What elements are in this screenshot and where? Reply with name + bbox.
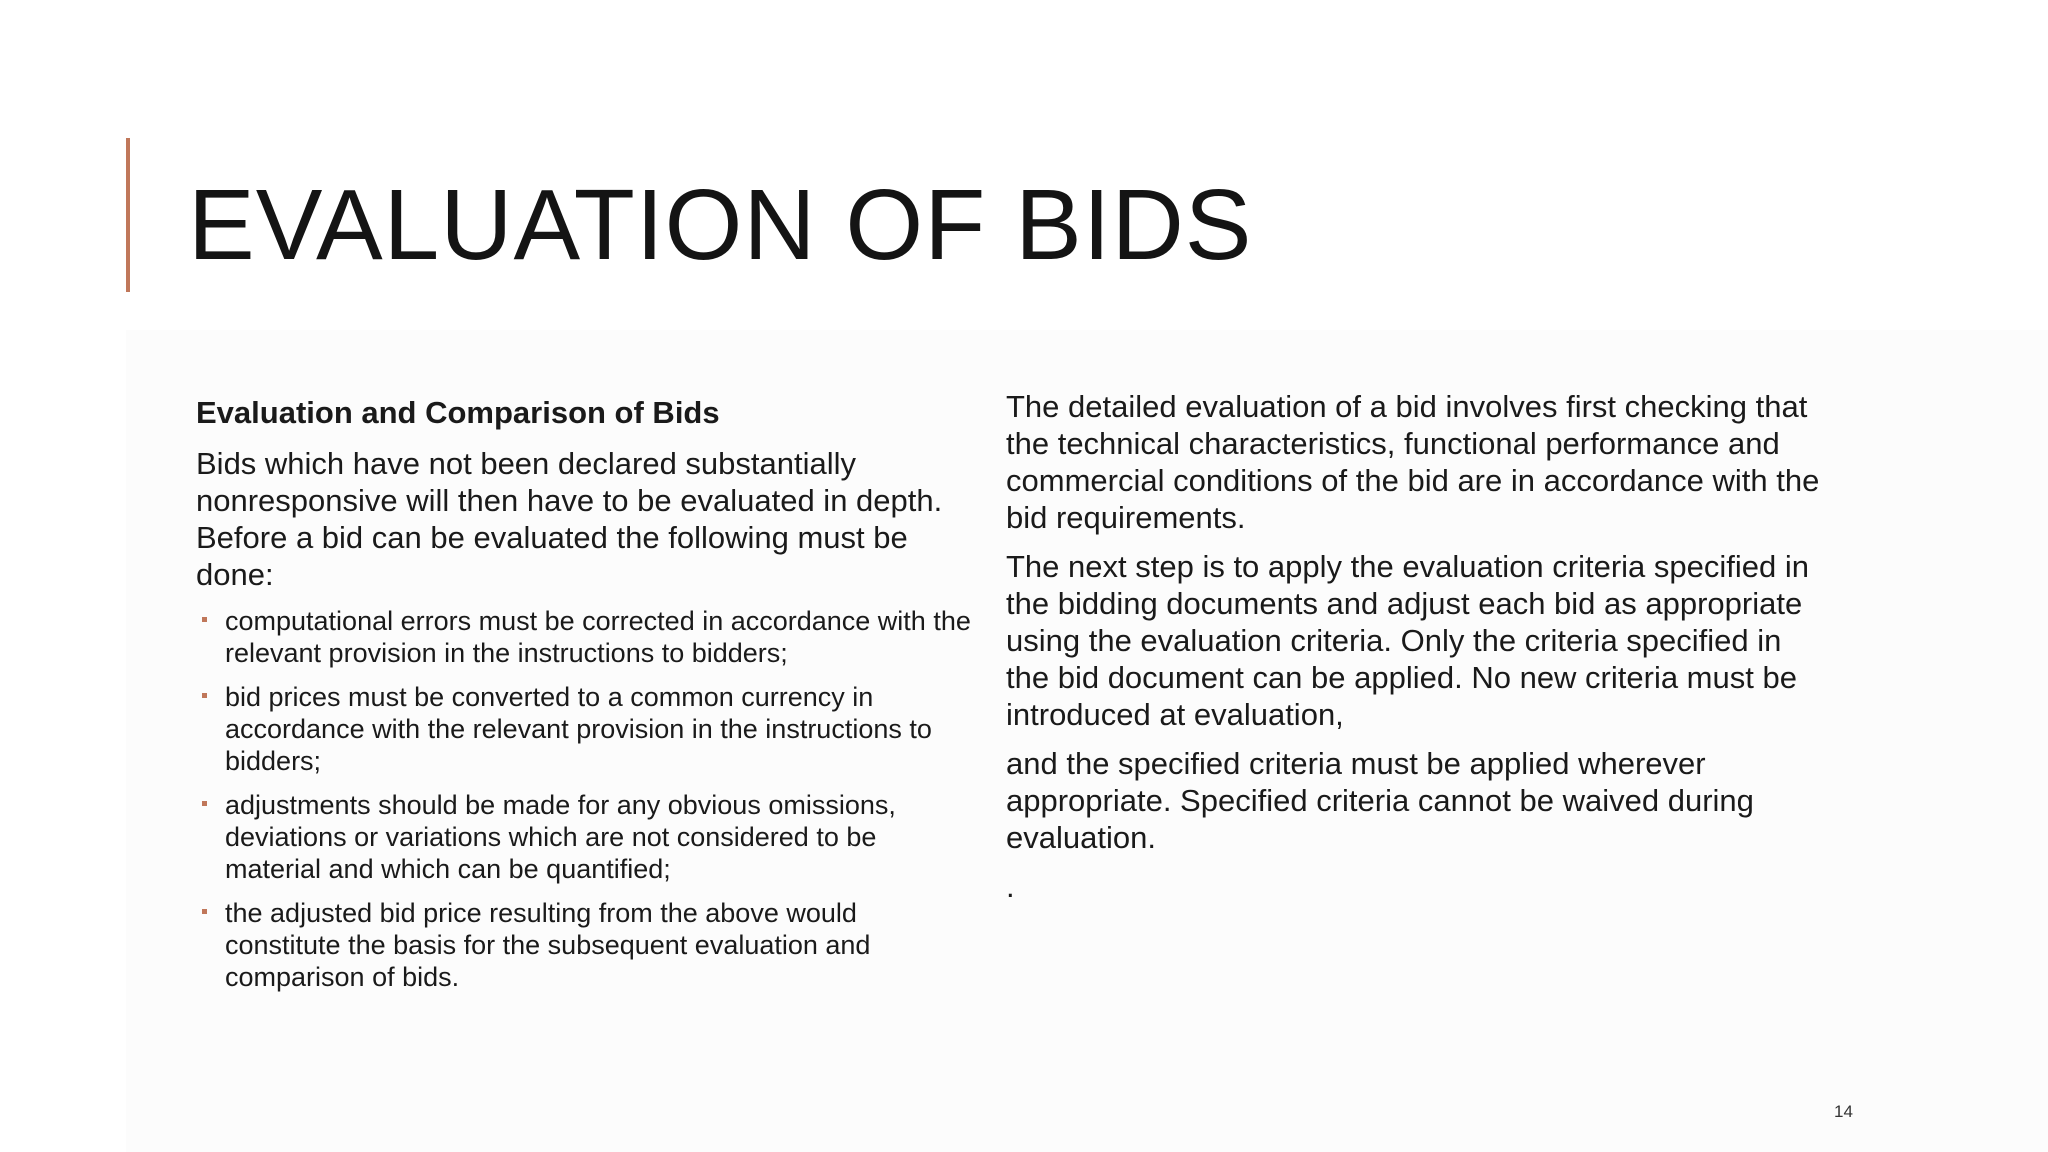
list-item [196, 681, 976, 777]
list-item [196, 605, 976, 669]
section-subheading: Evaluation and Comparison of Bids [196, 395, 720, 430]
bullet-square-icon [202, 909, 207, 914]
intro-paragraph: Bids which have not been declared substantially nonresponsive will then have to be evaluated in depth. Before a bid can be evaluated the following must be done: [196, 446, 943, 593]
right-paragraph: The detailed evaluation of a bid involves first checking that the technical characteristics, functional performance and commercial conditions of the bid are in accordance with the bid requirements. [1006, 389, 1820, 535]
bullet-list [196, 605, 976, 993]
list-item [196, 789, 976, 885]
bullet-square-icon [202, 693, 207, 698]
bullet-square-icon [202, 617, 207, 622]
page-number: 14 [1834, 1102, 1853, 1121]
slide-title: EVALUATION OF BIDS [188, 169, 1253, 281]
title-accent-bar [126, 138, 130, 292]
bullet-text: computational errors must be corrected in accordance with the relevant provision in the instructions to bidders; [225, 606, 971, 669]
right-paragraph: . [1006, 869, 1015, 904]
bullet-square-icon [202, 801, 207, 806]
right-column [1006, 388, 1826, 917]
bullet-text: adjustments should be made for any obvious omissions, deviations or variations which are not considered to be material and which can be quantified; [225, 790, 896, 885]
left-column [196, 394, 976, 1005]
right-paragraph: and the specified criteria must be applied wherever appropriate. Specified criteria cannot be waived during evaluation. [1006, 746, 1754, 855]
bullet-text: bid prices must be converted to a common currency in accordance with the relevant provision in the instructions to bidders; [225, 682, 932, 777]
right-paragraph: The next step is to apply the evaluation criteria specified in the bidding documents and adjust each bid as appropriate using the evaluation criteria. Only the criteria specified in the bid document can be applied. No new criteria must be introduced at evaluation, [1006, 549, 1810, 732]
list-item [196, 897, 976, 993]
bullet-text: the adjusted bid price resulting from the above would constitute the basis for the subsequent evaluation and comparison of bids. [225, 898, 871, 993]
